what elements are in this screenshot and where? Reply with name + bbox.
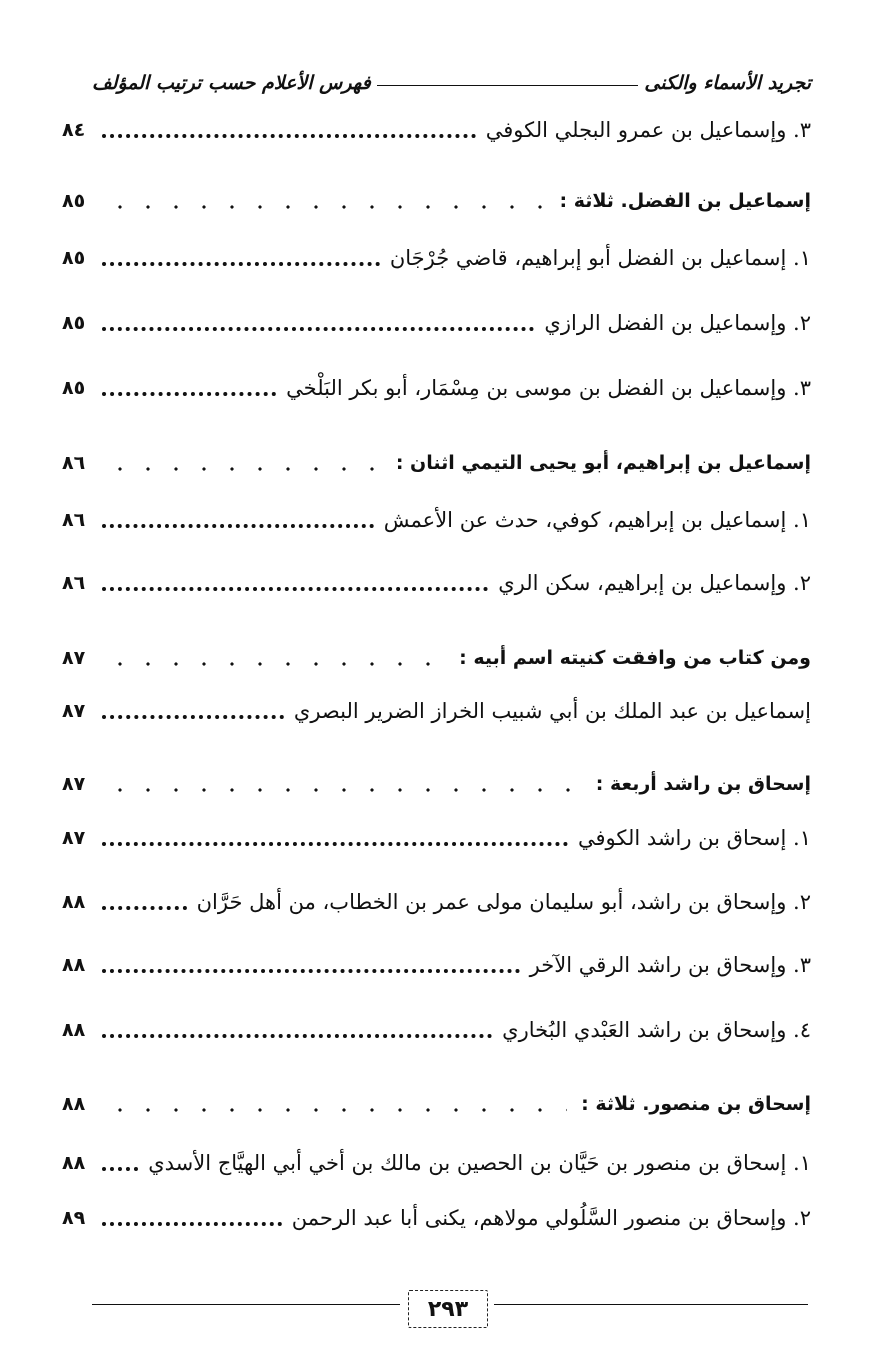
index-entry [62,368,811,408]
dot-leader [106,467,382,471]
entry-name: ٣. وإسماعيل بن عمرو البجلي الكوفي [485,118,811,142]
dot-leader [106,788,582,792]
index-entry [62,1143,811,1183]
page-ref: ٨٧ [62,773,86,795]
heading-name: إسماعيل بن إبراهيم، أبو يحيى التيمي اثنان : [395,452,811,474]
footer-rule-right [494,1304,808,1305]
dot-leader [102,587,488,591]
page-ref: ٨٨ [62,891,86,913]
page-ref: ٨٦ [62,452,86,474]
dot-leader [102,715,284,719]
index-entry [62,818,811,858]
index-entry [62,1010,811,1050]
entry-name: ٢. وإسماعيل بن إبراهيم، سكن الري [498,571,811,595]
entry-name: ٢. وإسحاق بن راشد، أبو سليمان مولى عمر بن الخطاب، من أهل حَرَّان [196,890,811,914]
running-header [92,58,811,94]
dot-leader [102,842,568,846]
page-footer [92,1290,808,1330]
dot-leader [106,662,445,666]
page-ref: ٨٥ [62,247,86,269]
index-entry [62,1198,811,1238]
index-heading [62,764,811,804]
entry-name: ١. إسماعيل بن إبراهيم، كوفي، حدث عن الأعمش [383,508,811,532]
dot-leader [102,1222,282,1226]
page-ref: ٨٨ [62,1093,86,1115]
page-ref: ٨٧ [62,647,86,669]
index-entry [62,500,811,540]
dot-leader [102,134,476,138]
index-entry [62,563,811,603]
heading-name: ومن كتاب من وافقت كنيته اسم أبيه : [459,647,811,669]
dot-leader [102,1167,138,1171]
entry-name: ٣. وإسحاق بن راشد الرقي الآخر [529,953,811,977]
heading-name: إسحاق بن راشد أربعة : [595,773,811,795]
dot-leader [102,969,520,973]
dot-leader [102,327,534,331]
index-entry [62,303,811,343]
index-heading [62,443,811,483]
dot-leader [102,524,374,528]
entry-name: ٢. وإسماعيل بن الفضل الرازي [544,311,811,335]
index-heading [62,1084,811,1124]
header-rule [377,85,639,86]
page-ref: ٨٨ [62,954,86,976]
entry-name: ١. إسحاق بن راشد الكوفي [578,826,811,850]
page-ref: ٨٩ [62,1207,86,1229]
heading-name: إسحاق بن منصور. ثلاثة : [581,1093,811,1115]
entry-name: إسماعيل بن عبد الملك بن أبي شبيب الخراز الضرير البصري [293,699,811,723]
section-title: فهرس الأعلام حسب ترتيب المؤلف [92,72,371,94]
page-ref: ٨٥ [62,312,86,334]
page-ref: ٨٨ [62,1152,86,1174]
dot-leader [102,1034,492,1038]
heading-name: إسماعيل بن الفضل. ثلاثة : [559,190,811,212]
page-ref: ٨٦ [62,509,86,531]
page-ref: ٨٥ [62,377,86,399]
page-ref: ٨٧ [62,827,86,849]
index-heading [62,638,811,678]
index-entry [62,110,811,150]
dot-leader [106,1108,567,1112]
index-entry [62,945,811,985]
page-ref: ٨٦ [62,572,86,594]
page-ref: ٨٨ [62,1019,86,1041]
dot-leader [102,906,187,910]
dot-leader [106,205,546,209]
index-entry [62,882,811,922]
page-number: ٢٩٣ [408,1290,488,1328]
entry-name: ٤. وإسحاق بن راشد العَبْدي البُخاري [502,1018,811,1042]
book-title: تجريد الأسماء والكنى [644,72,811,94]
dot-leader [102,262,380,266]
page-ref: ٨٥ [62,190,86,212]
footer-rule-left [92,1304,400,1305]
index-entry [62,691,811,731]
entry-name: ١. إسحاق بن منصور بن حَيَّان بن الحصين بن مالك بن أخي أبي الهيَّاج الأسدي [148,1151,811,1175]
index-heading [62,181,811,221]
entry-name: ٢. وإسحاق بن منصور السَّلُولي مولاهم، يكنى أبا عبد الرحمن [291,1206,811,1230]
index-entry [62,238,811,278]
entry-name: ١. إسماعيل بن الفضل أبو إبراهيم، قاضي جُرْجَان [389,246,811,270]
page-ref: ٨٤ [62,119,86,141]
dot-leader [102,392,276,396]
entry-name: ٣. وإسماعيل بن الفضل بن موسى بن مِسْمَار، أبو بكر البَلْخي [286,376,811,400]
page-ref: ٨٧ [62,700,86,722]
